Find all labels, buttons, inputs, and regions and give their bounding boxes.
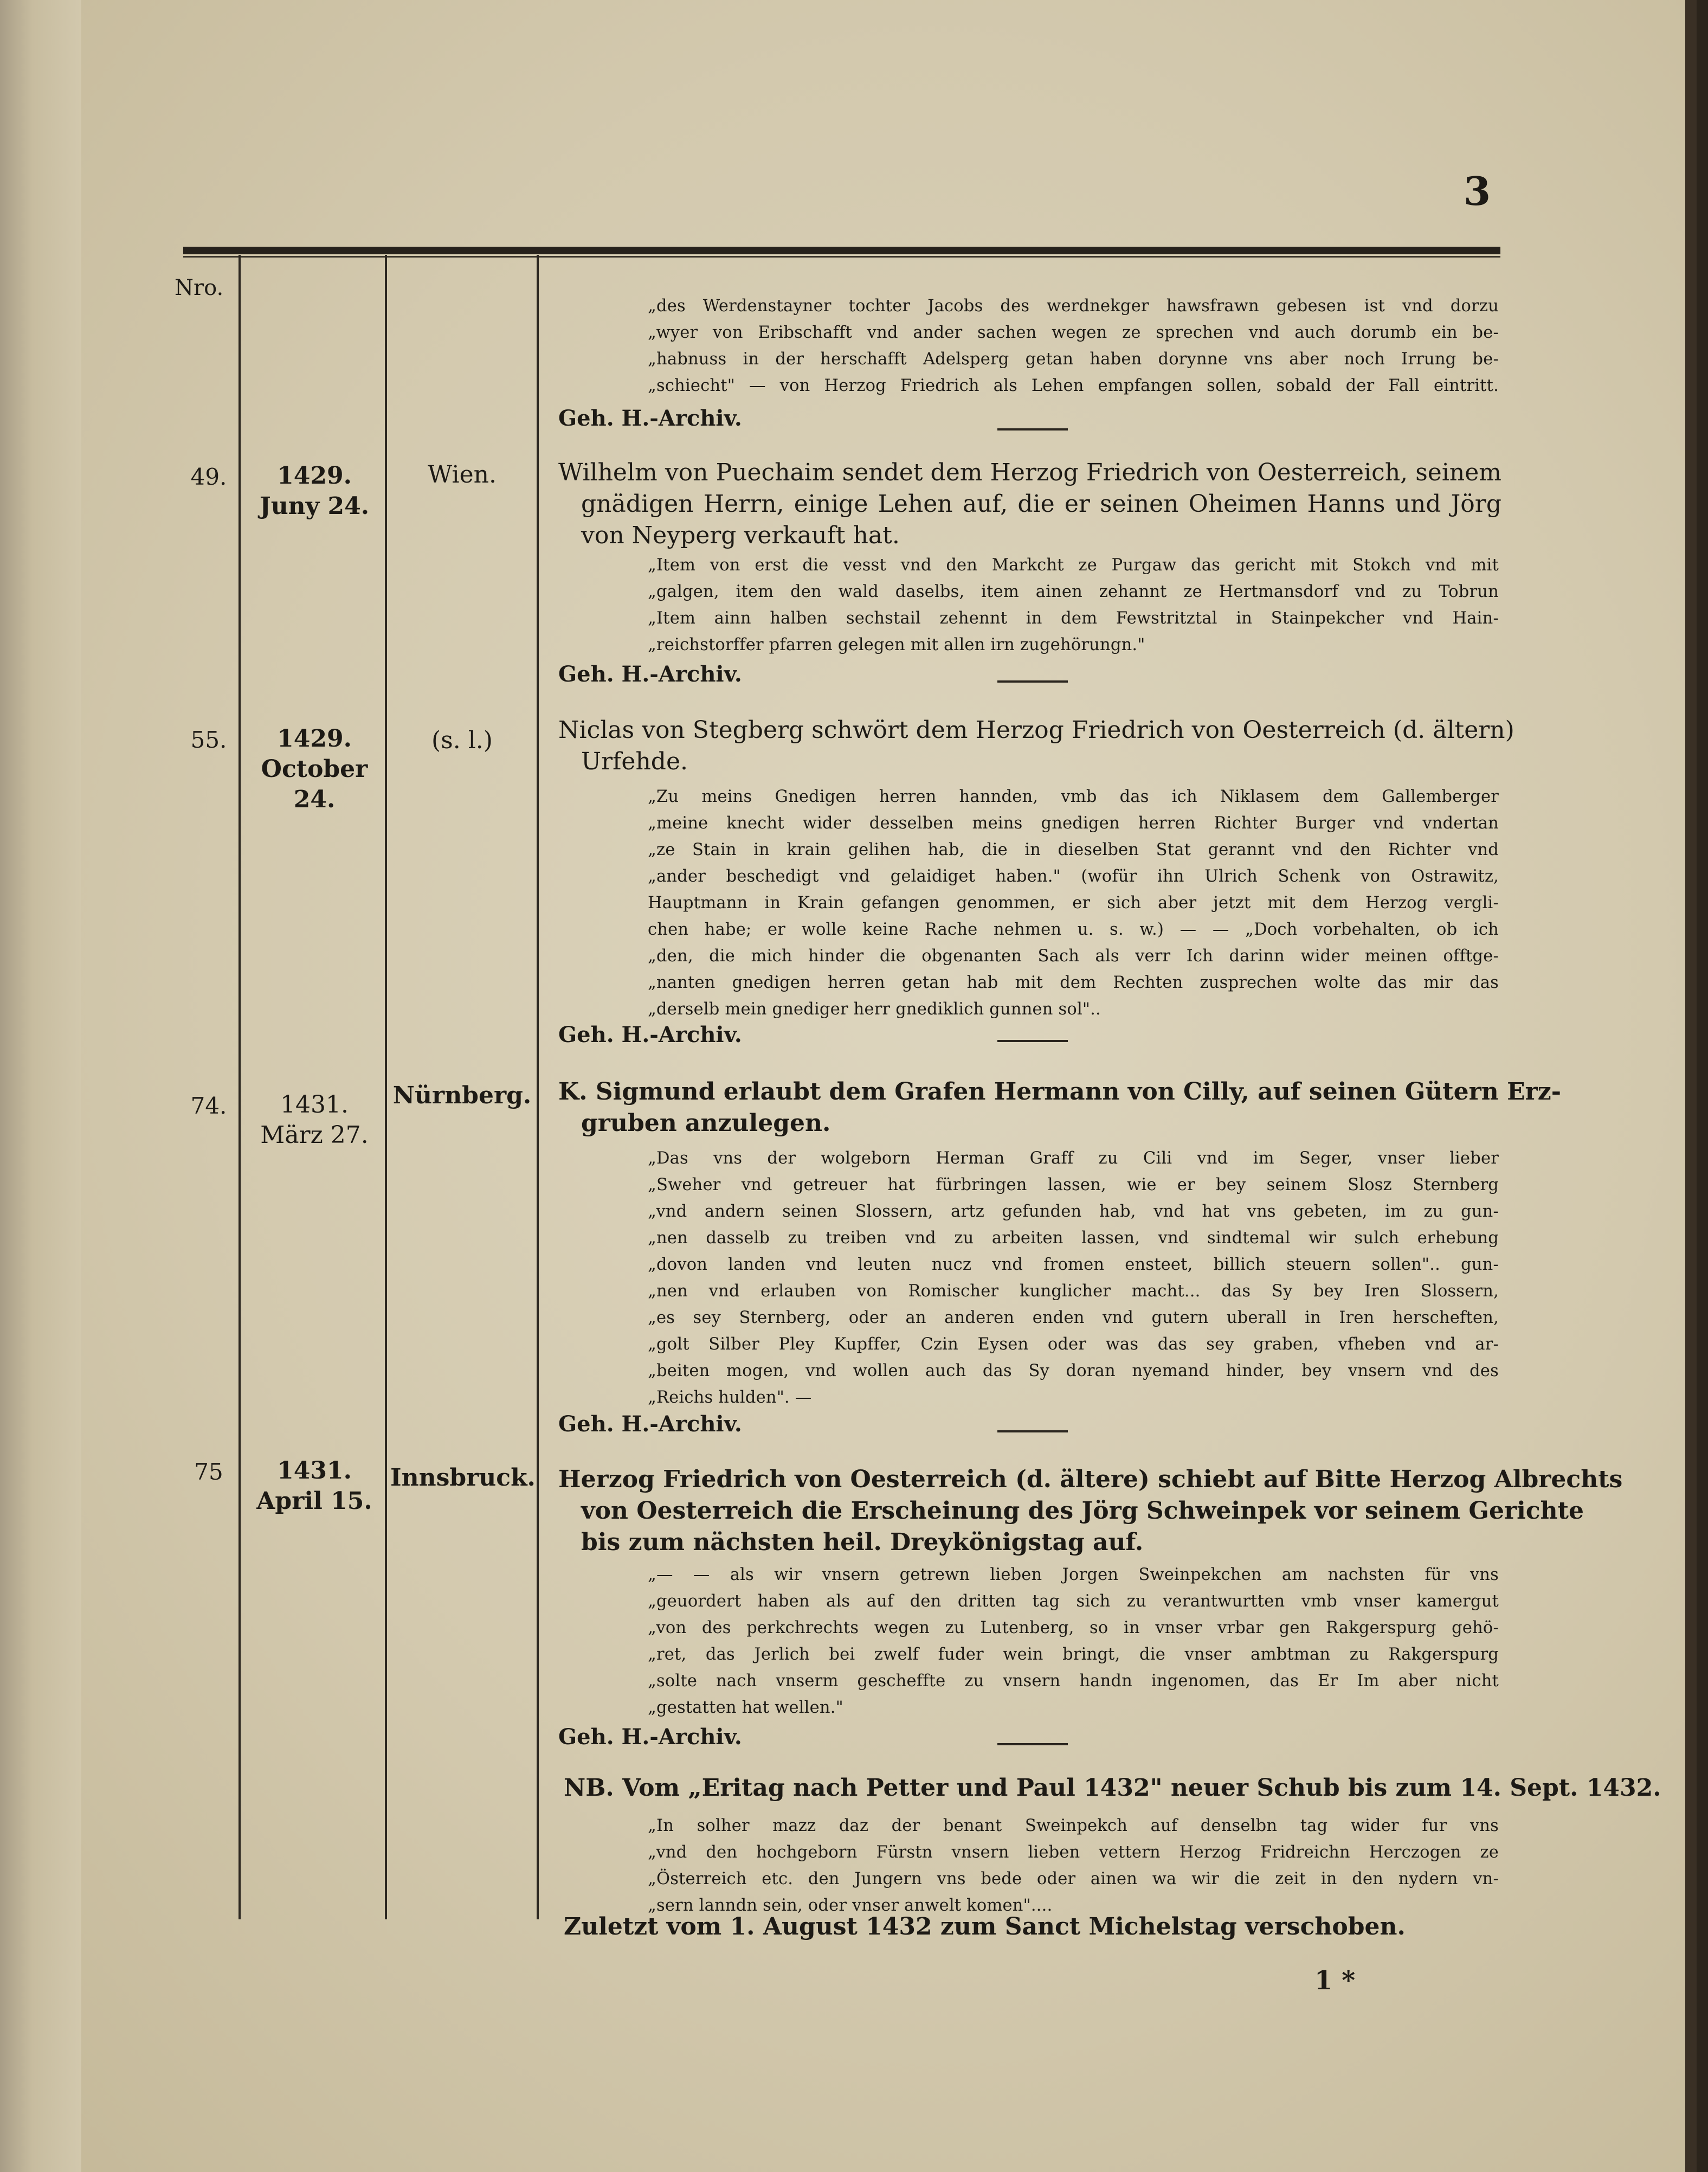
quote-line: „Das vns der wolgeborn Herman Graff zu Cili vnd im Seger, vnser lieber — [648, 1149, 1499, 1168]
entry-place: Wien. — [428, 461, 497, 489]
note-quote — [648, 1813, 1499, 1919]
entry-day: April 15. — [256, 1487, 372, 1515]
quote-line: „beiten mogen, vnd wollen auch das Sy doran nyemand hinder, bey vnsern vnd des — [648, 1361, 1499, 1380]
quote-line: „den, die mich hinder die obgenanten Sach als verr Ich darinn wider meinen offtge- — [648, 947, 1499, 966]
title-line: gruben anzulegen. — [581, 1109, 831, 1137]
separator-dash — [997, 1743, 1068, 1745]
entry-date — [247, 1090, 382, 1151]
quote-line: „geuordert haben als auf den dritten tag sich zu verantwurtten vmb vnser kamergut — [648, 1592, 1499, 1611]
quote-line: „gestatten hat wellen." — [648, 1698, 843, 1717]
archive-reference: Geh. H.-Archiv. — [558, 661, 742, 687]
title-line: Wilhelm von Puechaim sendet dem Herzog Friedrich von Oesterreich, seinem — [558, 459, 1501, 486]
separator-dash — [997, 1430, 1068, 1432]
quote-line: „— — als wir vnsern getrewn lieben Jorgen Sweinpekchen am nachsten für vns — [648, 1565, 1499, 1584]
quote-line: „solte nach vnserm gescheffte zu vnsern handn ingenomen, das Er Im aber nicht — [648, 1672, 1499, 1691]
separator-dash — [997, 1040, 1068, 1042]
quote-line: „derselb mein gnediger herr gnediklich gunnen sol".. — [648, 1000, 1101, 1019]
entry-place: (s. l.) — [431, 727, 493, 754]
quote-line: „vnd andern seinen Slossern, artz gefunden hab, vnd hat vns gebeten, im zu gun- — [648, 1202, 1499, 1221]
title-line: von Oesterreich die Erscheinung des Jörg Schweinpek vor seinem Gerichte — [581, 1497, 1584, 1525]
quote-line: „Item von erst die vesst vnd den Markcht ze Purgaw das gericht mit Stokch vnd mit — [648, 556, 1499, 575]
entry-quote — [648, 783, 1499, 1023]
signature-mark: 1 * — [1314, 1965, 1356, 1996]
note-closing: Zuletzt vom 1. August 1432 zum Sanct Michelstag verschoben. — [564, 1913, 1406, 1940]
quote-line: „des Werdenstayner tochter Jacobs des werdnekger hawsfrawn gebesen ist vnd dorzu — [648, 297, 1499, 316]
separator-dash — [997, 680, 1068, 683]
quote-line: „dovon landen vnd leuten nucz vnd fromen ensteet, billich steuern sollen".. gun- — [648, 1255, 1499, 1274]
entry-title — [558, 1464, 1623, 1558]
title-line: bis zum nächsten heil. Dreykönigstag auf. — [581, 1528, 1144, 1556]
entry-date — [247, 1456, 382, 1516]
quote-line: „ander beschedigt vnd gelaidiget haben." (wofür ihn Ulrich Schenk von Ostrawitz, — [648, 867, 1499, 886]
entry-day: März 27. — [260, 1121, 369, 1149]
entry-year: 1429. — [277, 725, 352, 753]
entry-quote — [648, 1561, 1499, 1721]
quote-line: „golt Silber Pley Kupffer, Czin Eysen oder was das sey graben, vfheben vnd ar- — [648, 1335, 1499, 1354]
entry-year: 1431. — [280, 1091, 349, 1119]
entry-place: Innsbruck. — [390, 1464, 536, 1492]
page-edge — [1685, 0, 1697, 2172]
quote-line: „galgen, item den wald daselbs, item ainen zehannt ze Hertmansdorf vnd zu Tobrun — [648, 582, 1499, 601]
entry-number: 74. — [190, 1093, 227, 1119]
entry-quote — [648, 552, 1499, 658]
archive-reference: Geh. H.-Archiv. — [558, 1022, 742, 1048]
entry-year: 1431. — [277, 1457, 352, 1485]
quote-line: „nen dasselb zu treiben vnd zu arbeiten lassen, vnd sindtemal wir sulch erhebung — [648, 1229, 1499, 1248]
nro-column-header: Nro. — [175, 275, 224, 300]
entry-number: 49. — [190, 464, 227, 490]
quote-line: „meine knecht wider desselben meins gnedigen herren Richter Burger vnd vndertan — [648, 814, 1499, 833]
entry-day: October 24. — [261, 755, 368, 813]
quote-line: „ret, das Jerlich bei zwelf fuder wein bringt, die vnser ambtman zu Rakgerspurg — [648, 1645, 1499, 1664]
header-rule — [183, 247, 1500, 254]
archive-reference: Geh. H.-Archiv. — [558, 1724, 742, 1750]
entry-title — [558, 715, 1514, 777]
quote-line: „vnd den hochgeborn Fürstn vnsern lieben vettern Herzog Fridreichn Herczogen ze — [648, 1843, 1499, 1862]
entry-title — [558, 457, 1501, 551]
title-line: K. Sigmund erlaubt dem Grafen Hermann von Cilly, auf seinen Gütern Erz- — [558, 1078, 1562, 1106]
archive-reference: Geh. H.-Archiv. — [558, 1411, 742, 1437]
entry-number: 75 — [194, 1458, 223, 1485]
quote-line: „Österreich etc. den Jungern vns bede oder ainen wa wir die zeit in den nydern vn- — [648, 1869, 1499, 1888]
quote-line: „schiecht" — von Herzog Friedrich als Lehen empfangen sollen, sobald der Fall eintritt. — [648, 376, 1499, 395]
quote-line: „Sweher vnd getreuer hat fürbringen lassen, wie er bey seinem Slosz Sternberg — [648, 1175, 1499, 1194]
quote-line: Hauptmann in Krain gefangen genommen, er sich aber jetzt mit dem Herzog vergli- — [648, 894, 1499, 913]
quote-line: „es sey Sternberg, oder an anderen enden vnd gutern uberall in Iren herscheften, — [648, 1308, 1499, 1327]
quote-line: „von des perkchrechts wegen zu Lutenberg, so in vnser vrbar gen Rakgerspurg gehö- — [648, 1618, 1499, 1637]
quote-line: „sern lanndn sein, oder vnser anwelt komen".... — [648, 1896, 1053, 1915]
intro-quote — [648, 293, 1499, 399]
title-line: Urfehde. — [581, 748, 688, 775]
archive-reference: Geh. H.-Archiv. — [558, 406, 742, 431]
entry-year: 1429. — [277, 462, 352, 490]
column-divider-date — [385, 255, 387, 1919]
quote-line: „Item ainn halben sechstail zehennt in dem Fewstritztal in Stainpekcher vnd Hain- — [648, 609, 1499, 628]
entry-day: Juny 24. — [259, 492, 370, 520]
quote-line: „reichstorffer pfarren gelegen mit allen irn zugehörungn." — [648, 635, 1145, 654]
separator-dash — [997, 428, 1068, 430]
quote-line: „wyer von Eribschafft vnd ander sachen wegen ze sprechen vnd auch dorumb ein be- — [648, 323, 1499, 342]
title-line: Herzog Friedrich von Oesterreich (d. ältere) schiebt auf Bitte Herzog Albrechts — [558, 1466, 1623, 1493]
quote-line: „nanten gnedigen herren getan hab mit dem Rechten zusprechen wolte das mir das — [648, 973, 1499, 992]
note-heading: NB. Vom „Eritag nach Petter und Paul 1432" neuer Schub bis zum 14. Sept. 1432. — [564, 1774, 1661, 1802]
title-line: gnädigen Herrn, einige Lehen auf, die er seinen Oheimen Hanns und Jörg — [581, 490, 1501, 518]
quote-line: „In solher mazz daz der benant Sweinpekch auf denselbn tag wider fur vns — [648, 1816, 1499, 1835]
title-line: Niclas von Stegberg schwört dem Herzog Friedrich von Oesterreich (d. ältern) — [558, 716, 1514, 744]
quote-line: chen habe; er wolle keine Rache nehmen u. s. w.) — — „Doch vorbehalten, ob ich — [648, 920, 1499, 939]
entry-number: 55. — [190, 727, 227, 753]
entry-date — [247, 461, 382, 522]
entry-date — [247, 724, 382, 815]
entry-quote — [648, 1145, 1499, 1411]
header-rule-thin — [183, 256, 1500, 258]
column-divider-place — [537, 255, 539, 1919]
title-line: von Neyperg verkauft hat. — [581, 522, 900, 549]
quote-line: „Reichs hulden". — — [648, 1388, 812, 1407]
quote-line: „ze Stain in krain gelihen hab, die in dieselben Stat gerannt vnd den Richter vnd — [648, 840, 1499, 859]
quote-line: „habnuss in der herschafft Adelsperg getan haben dorynne vns aber noch Irrung be- — [648, 350, 1499, 369]
entry-title — [558, 1076, 1562, 1139]
page-number: 3 — [1464, 168, 1491, 214]
entry-place: Nürnberg. — [392, 1082, 532, 1109]
quote-line: „Zu meins Gnedigen herren hannden, vmb das ich Niklasem dem Gallemberger — [648, 787, 1499, 806]
quote-line: „nen vnd erlauben von Romischer kunglicher macht... das Sy bey Iren Slossern, — [648, 1282, 1499, 1301]
book-binding — [0, 0, 81, 2172]
column-divider-nr — [239, 255, 241, 1919]
